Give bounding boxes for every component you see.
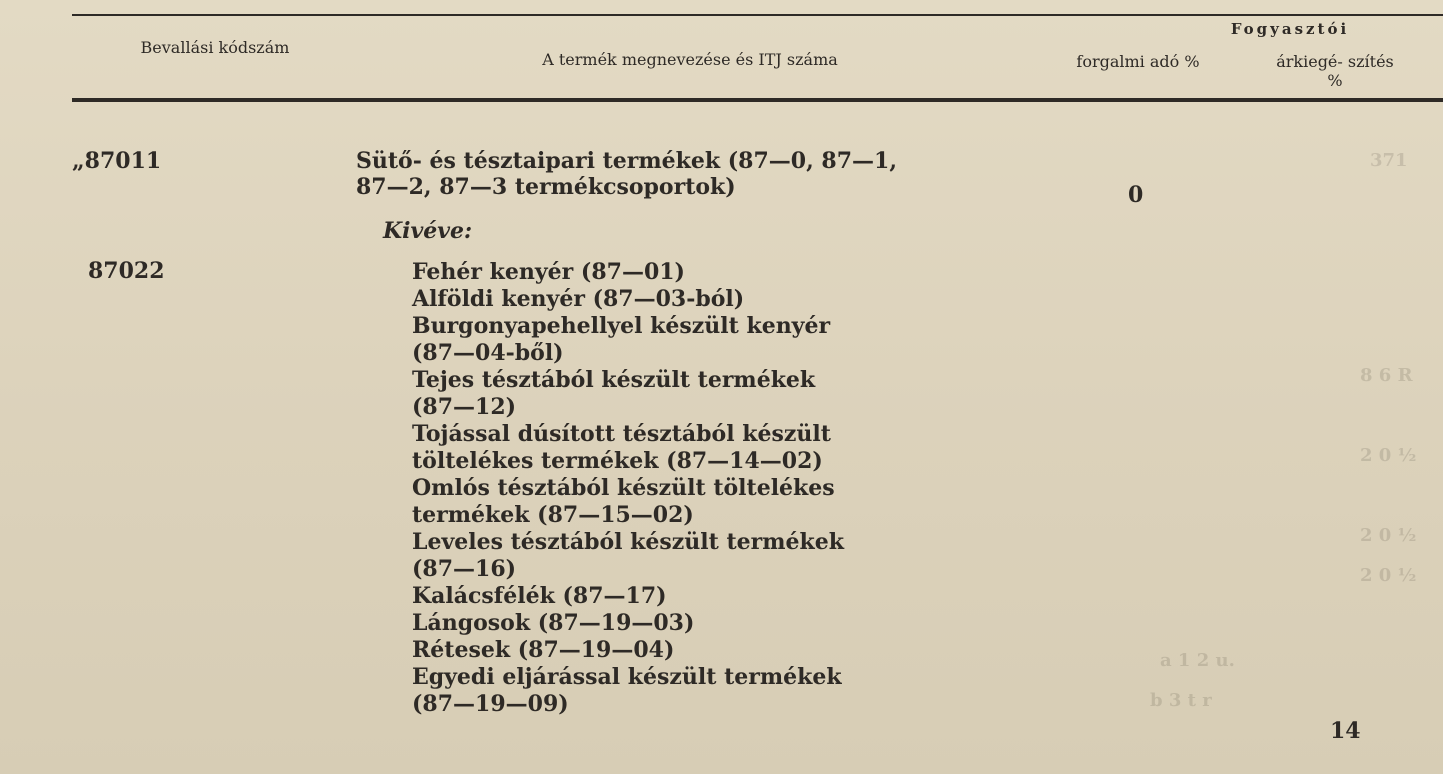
list-item: Lángosok (87—19—03) bbox=[412, 610, 695, 636]
row2-code: 87022 bbox=[88, 258, 165, 284]
list-item: (87—04-ből) bbox=[412, 340, 564, 366]
page-number: 14 bbox=[1330, 718, 1361, 744]
header-code-label: Bevallási kódszám bbox=[140, 38, 290, 57]
list-item: Alföldi kenyér (87—03-ból) bbox=[412, 286, 745, 312]
list-item: töltelékes termékek (87—14—02) bbox=[412, 448, 823, 474]
bleed-through: b 3 t r bbox=[1150, 690, 1212, 711]
top-rule bbox=[72, 14, 1443, 16]
list-item: Leveles tésztából készült termékek bbox=[412, 529, 844, 555]
list-item: Egyedi eljárással készült termékek bbox=[412, 664, 842, 690]
header-name-label: A termék megnevezése és ITJ száma bbox=[542, 50, 838, 69]
bleed-through: a 1 2 u. bbox=[1160, 650, 1235, 671]
list-item: termékek (87—15—02) bbox=[412, 502, 694, 528]
header-group-label: Fogyasztói bbox=[1230, 20, 1350, 38]
list-item: Rétesek (87—19—04) bbox=[412, 637, 675, 663]
exception-label: Kivéve: bbox=[383, 218, 473, 244]
bleed-through: 2 0 ½ bbox=[1360, 525, 1417, 546]
row1-name-line2: 87—2, 87—3 termékcsoportok) bbox=[356, 174, 736, 200]
bleed-through: 8 6 R bbox=[1360, 365, 1413, 386]
bleed-through: 2 0 ½ bbox=[1360, 445, 1417, 466]
row1-name-line1: Sütő- és tésztaipari termékek (87—0, 87—1, bbox=[356, 148, 898, 174]
row1-tax-rate: 0 bbox=[1128, 182, 1144, 208]
row1-code: „87011 bbox=[72, 148, 162, 174]
bleed-through: 371 bbox=[1370, 150, 1408, 171]
header-rule bbox=[72, 98, 1443, 102]
header-tax-label: forgalmi adó % bbox=[1076, 52, 1200, 71]
list-item: (87—12) bbox=[412, 394, 517, 420]
exception-items-list bbox=[412, 259, 892, 718]
list-item: Burgonyapehellyel készült kenyér bbox=[412, 313, 831, 339]
list-item: Tejes tésztából készült termékek bbox=[412, 367, 816, 393]
list-item: Omlós tésztából készült töltelékes bbox=[412, 475, 835, 501]
row1-name bbox=[356, 148, 897, 200]
list-item: (87—19—09) bbox=[412, 691, 569, 717]
list-item: (87—16) bbox=[412, 556, 517, 582]
header-supplement-label: árkiegé- szítés % bbox=[1276, 52, 1394, 90]
list-item: Kalácsfélék (87—17) bbox=[412, 583, 667, 609]
bleed-through: 2 0 ½ bbox=[1360, 565, 1417, 586]
list-item: Fehér kenyér (87—01) bbox=[412, 259, 685, 285]
list-item: Tojással dúsított tésztából készült bbox=[412, 421, 831, 447]
